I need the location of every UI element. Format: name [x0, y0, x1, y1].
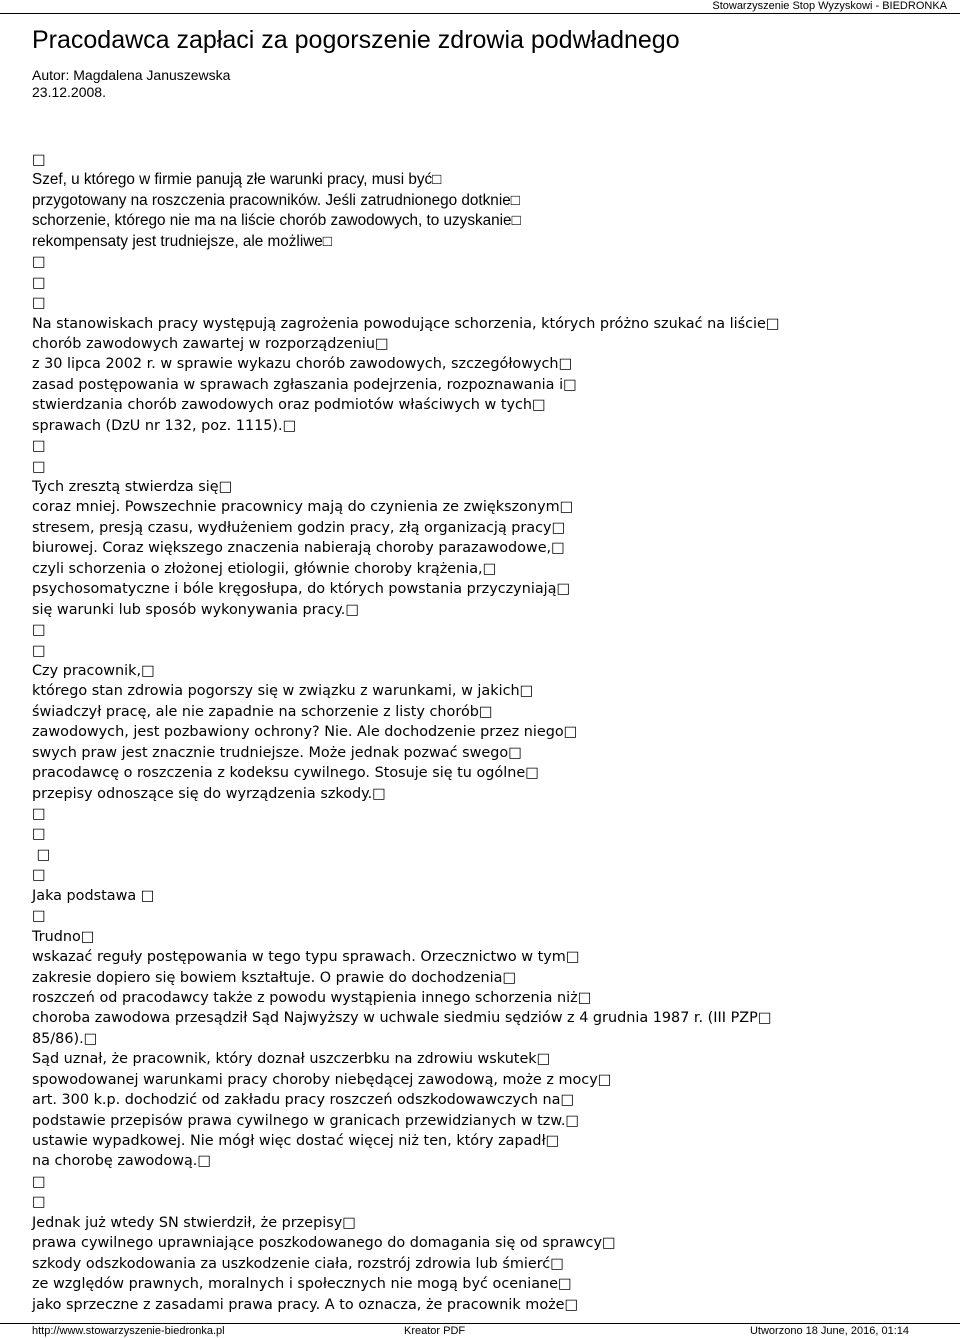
body-line	[32, 1192, 932, 1212]
body-line	[32, 1151, 932, 1171]
missing-glyph-icon: □	[375, 335, 389, 352]
missing-glyph-icon: □	[508, 744, 522, 761]
body-line	[32, 1254, 932, 1274]
body-line-text: Trudno	[32, 928, 81, 945]
body-line	[32, 436, 932, 456]
body-line-text: Czy pracownik,	[32, 662, 142, 679]
body-line-text: zasad postępowania w sprawach zgłaszania podejrzenia, rozpoznawania i	[32, 376, 564, 393]
missing-glyph-icon: □	[563, 724, 578, 741]
body-line	[32, 416, 932, 436]
missing-glyph-icon: □	[140, 887, 155, 904]
missing-glyph-icon: □	[597, 1071, 612, 1088]
body-line-text: rekompensaty jest trudniejsze, ale możliwe	[32, 232, 323, 250]
missing-glyph-icon: □	[565, 1112, 579, 1129]
missing-glyph-icon: □	[432, 171, 442, 189]
body-line	[32, 600, 932, 620]
site-name: Stowarzyszenie Stop Wyzyskowi - BIEDRONKA	[712, 0, 947, 12]
body-line	[32, 354, 932, 374]
body-line-text: pracodawcę o roszczenia z kodeksu cywilnego. Stosuje się tu ogólne	[32, 765, 526, 782]
body-line-text: spowodowanej warunkami pracy choroby niebędącej zawodową, może z mocy	[32, 1071, 598, 1088]
body-line	[32, 743, 932, 763]
footer-created-date: Utworzono 18 June, 2016, 01:14	[749, 1325, 909, 1337]
body-line	[32, 273, 932, 293]
body-line	[32, 1029, 932, 1049]
body-line-text: roszczeń od pracodawcy także z powodu wystąpienia innego schorzenia niż	[32, 989, 578, 1006]
body-line-text: Tych zresztą stwierdza się	[32, 479, 219, 495]
missing-glyph-icon: □	[372, 785, 386, 802]
missing-glyph-icon: □	[32, 1173, 46, 1190]
header-divider	[0, 13, 960, 14]
body-line-text: biurowej. Coraz większego znaczenia nabierają choroby parazawodowe,	[32, 540, 552, 557]
missing-glyph-icon: □	[482, 560, 497, 577]
missing-glyph-icon: □	[32, 295, 46, 312]
missing-glyph-icon: □	[532, 397, 546, 414]
body-line	[32, 1111, 932, 1131]
body-line-text: zawodowych, jest pozbawiony ochrony? Nie. Ale dochodzenie przez niego	[32, 724, 564, 741]
body-line-text: świadczył pracę, ale nie zapadnie na schorzenie z listy chorób	[32, 703, 479, 720]
body-line	[32, 988, 932, 1008]
author-line: Autor: Magdalena Januszewska	[32, 67, 231, 83]
missing-glyph-icon: □	[32, 274, 46, 291]
missing-glyph-icon: □	[550, 1255, 564, 1272]
body-line-text: na chorobę zawodową.	[32, 1153, 198, 1170]
body-line	[32, 661, 932, 681]
body-line	[32, 1233, 932, 1253]
body-line	[32, 681, 932, 701]
missing-glyph-icon: □	[36, 846, 51, 863]
body-line-text: jako sprzeczne z zasadami prawa pracy. A to oznacza, że pracownik może	[32, 1296, 565, 1313]
body-line	[32, 293, 932, 313]
missing-glyph-icon: □	[32, 806, 46, 822]
missing-glyph-icon: □	[322, 232, 333, 250]
missing-glyph-icon: □	[564, 1296, 579, 1313]
body-line	[32, 559, 932, 579]
missing-glyph-icon: □	[32, 826, 46, 843]
missing-glyph-icon: □	[32, 622, 46, 639]
body-line	[32, 1213, 932, 1233]
body-line-text: z 30 lipca 2002 r. w sprawie wykazu chorób zawodowych, szczegółowych	[32, 356, 559, 373]
body-line	[32, 1090, 932, 1110]
body-line	[32, 845, 932, 865]
missing-glyph-icon: □	[345, 601, 359, 618]
missing-glyph-icon: □	[601, 1235, 616, 1252]
body-line-text: coraz mniej. Powszechnie pracownicy mają do czynienia ze zwiększonym	[32, 499, 560, 516]
missing-glyph-icon: □	[32, 1194, 46, 1211]
body-line-text: Jaka podstawa	[32, 887, 141, 904]
body-line	[32, 497, 932, 517]
body-line-text: art. 300 k.p. dochodzić od zakładu pracy roszczeń odszkodowawczych na	[32, 1092, 561, 1109]
missing-glyph-icon: □	[556, 581, 571, 598]
body-line-text: chorób zawodowych zawartej w rozporządzeniu	[32, 335, 375, 352]
body-line	[32, 620, 932, 640]
body-line-text: ustawie wypadkowej. Nie mógł więc dostać więcej niż ten, który zapadł	[32, 1133, 546, 1149]
body-line	[32, 824, 932, 844]
missing-glyph-icon: □	[525, 765, 539, 782]
body-line	[32, 395, 932, 415]
article-body	[32, 150, 932, 1315]
body-line	[32, 1131, 932, 1151]
body-line-text: sprawach (DzU nr 132, poz. 1115).	[32, 417, 283, 434]
missing-glyph-icon: □	[559, 499, 574, 516]
body-line	[32, 702, 932, 722]
body-line-text: 85/86).	[32, 1030, 84, 1047]
body-line	[32, 1049, 932, 1069]
body-line-text: szkody odszkodowania za uszkodzenie ciała, rozstrój zdrowia lub śmierć	[32, 1255, 551, 1272]
missing-glyph-icon: □	[511, 212, 521, 230]
missing-glyph-icon: □	[478, 703, 493, 720]
body-line	[32, 150, 932, 170]
missing-glyph-icon: □	[83, 1030, 98, 1047]
body-line-text: się warunki lub sposób wykonywania pracy.	[32, 601, 346, 618]
body-line	[32, 641, 932, 661]
body-line	[32, 947, 932, 967]
missing-glyph-icon: □	[32, 438, 46, 455]
missing-glyph-icon: □	[80, 928, 95, 945]
missing-glyph-icon: □	[558, 356, 573, 373]
missing-glyph-icon: □	[32, 642, 46, 659]
body-line-text: Szef, u którego w firmie panują złe warunki pracy, musi być	[32, 171, 433, 189]
body-line	[32, 457, 932, 477]
body-line-text: którego stan zdrowia pogorszy się w związku z warunkami, w jakich	[32, 683, 520, 700]
body-line	[32, 538, 932, 558]
missing-glyph-icon: □	[551, 519, 566, 536]
body-line	[32, 211, 932, 231]
body-line-text: przepisy odnoszące się do wyrządzenia szkody.	[32, 785, 373, 802]
missing-glyph-icon: □	[765, 315, 780, 332]
missing-glyph-icon: □	[536, 1051, 551, 1068]
missing-glyph-icon: □	[558, 1276, 572, 1293]
body-line-text: swych praw jest znacznie trudniejsze. Może jednak pozwać swego	[32, 744, 509, 761]
body-line-text: wskazać reguły postępowania w tego typu sprawach. Orzecznictwo w tym	[32, 949, 566, 966]
body-line	[32, 170, 932, 190]
missing-glyph-icon: □	[757, 1010, 772, 1027]
body-line	[32, 927, 932, 947]
body-line	[32, 886, 932, 906]
footer-divider	[0, 1323, 960, 1324]
body-line-text: podstawie przepisów prawa cywilnego w granicach przewidzianych w tzw.	[32, 1112, 566, 1129]
footer	[32, 1325, 909, 1337]
body-line	[32, 232, 932, 252]
missing-glyph-icon: □	[32, 867, 46, 884]
body-line-text: czyli schorzenia o złożonej etiologii, głównie choroby krążenia,	[32, 560, 483, 577]
body-line-text: Na stanowiskach pracy występują zagrożenia powodujące schorzenia, których próżno szukać na liście	[32, 315, 766, 332]
body-line-text: Sąd uznał, że pracownik, który doznał uszczerbku na zdrowiu wskutek	[32, 1051, 537, 1068]
body-line	[32, 1008, 932, 1028]
body-line	[32, 314, 932, 334]
body-line	[32, 191, 932, 211]
missing-glyph-icon: □	[141, 662, 155, 679]
missing-glyph-icon: □	[565, 949, 580, 966]
body-line	[32, 1295, 932, 1315]
body-line	[32, 906, 932, 926]
missing-glyph-icon: □	[197, 1153, 211, 1170]
body-line	[32, 375, 932, 395]
missing-glyph-icon: □	[560, 1092, 575, 1109]
missing-glyph-icon: □	[502, 969, 517, 986]
body-line	[32, 518, 932, 538]
body-line-text: ze względów prawnych, moralnych i społecznych nie mogą być oceniane	[32, 1276, 559, 1293]
body-line-text: stresem, presją czasu, wydłużeniem godzin pracy, złą organizacją pracy	[32, 519, 552, 536]
body-line	[32, 784, 932, 804]
body-line	[32, 865, 932, 885]
body-line	[32, 968, 932, 988]
footer-url[interactable]: http://www.stowarzyszenie-biedronka.pl	[32, 1325, 225, 1337]
body-line	[32, 477, 932, 497]
missing-glyph-icon: □	[510, 191, 520, 209]
missing-glyph-icon: □	[577, 989, 592, 1006]
missing-glyph-icon: □	[218, 479, 233, 495]
missing-glyph-icon: □	[32, 152, 46, 168]
publish-date: 23.12.2008.	[32, 84, 106, 100]
missing-glyph-icon: □	[519, 683, 534, 700]
footer-creator: Kreator PDF	[404, 1325, 466, 1337]
article-title: Pracodawca zapłaci za pogorszenie zdrowia podwładnego	[32, 26, 680, 54]
body-line-text: zakresie dopiero się bowiem kształtuje. O prawie do dochodzenia	[32, 969, 503, 986]
body-line	[32, 579, 932, 599]
body-line-text: przygotowany na roszczenia pracowników. Jeśli zatrudnionego dotknie	[32, 191, 511, 209]
body-line	[32, 1172, 932, 1192]
body-line	[32, 252, 932, 272]
body-line-text: choroba zawodowa przesądził Sąd Najwyższy w uchwale siedmiu sędziów z 4 grudnia 1987 r. (III PZP	[32, 1010, 758, 1027]
body-line-text: prawa cywilnego uprawniające poszkodowanego do domagania się od sprawcy	[32, 1235, 602, 1252]
body-line	[32, 722, 932, 742]
body-line-text: stwierdzania chorób zawodowych oraz podmiotów właściwych w tych	[32, 397, 533, 414]
missing-glyph-icon: □	[282, 417, 297, 434]
body-line	[32, 1274, 932, 1294]
missing-glyph-icon: □	[32, 908, 46, 925]
missing-glyph-icon: □	[342, 1214, 356, 1231]
body-line	[32, 804, 932, 824]
missing-glyph-icon: □	[563, 376, 577, 393]
missing-glyph-icon: □	[551, 540, 565, 557]
missing-glyph-icon: □	[32, 254, 46, 271]
article-meta	[32, 67, 230, 101]
body-line-text: psychosomatyczne i bóle kręgosłupa, do których powstania przyczyniają	[32, 581, 557, 598]
body-line	[32, 334, 932, 354]
body-line	[32, 1070, 932, 1090]
body-line-text: schorzenie, którego nie ma na liście chorób zawodowych, to uzyskanie	[32, 212, 512, 230]
missing-glyph-icon: □	[32, 458, 46, 475]
body-line	[32, 763, 932, 783]
body-line-text: Jednak już wtedy SN stwierdził, że przepisy	[32, 1214, 343, 1231]
missing-glyph-icon: □	[545, 1133, 560, 1149]
